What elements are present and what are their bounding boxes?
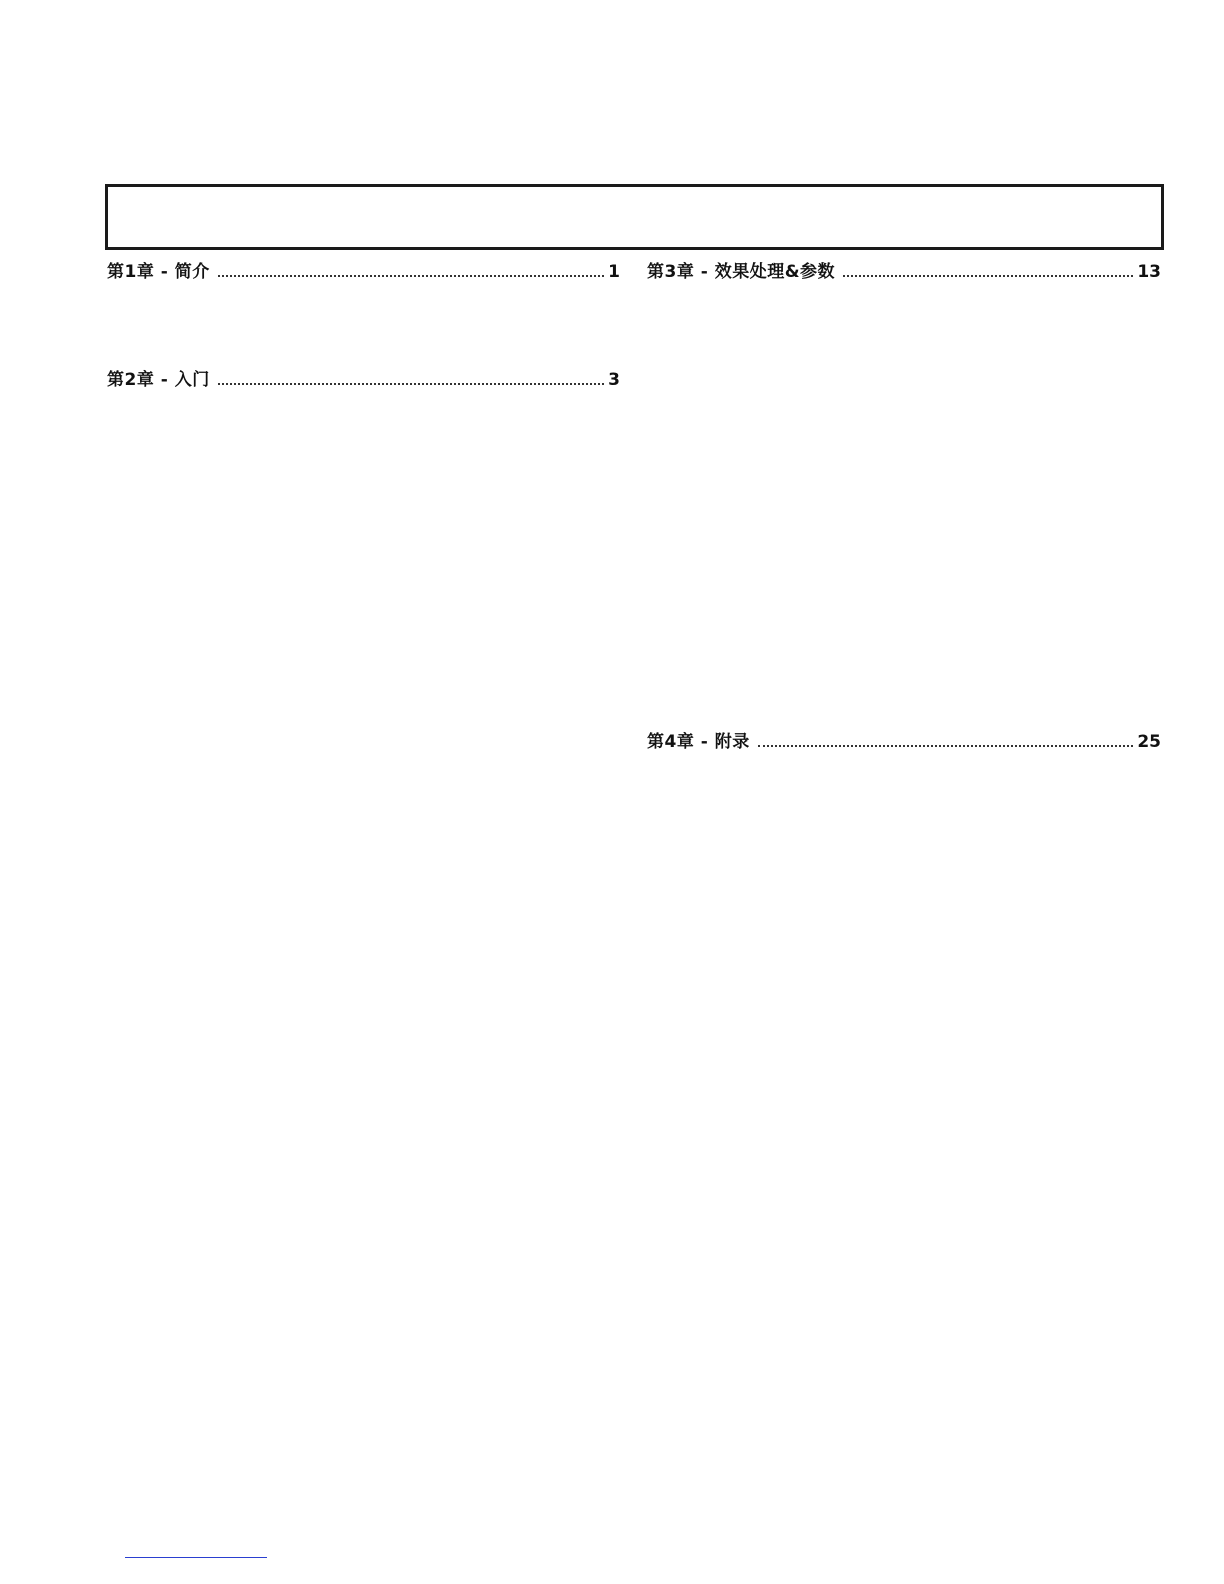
dot-leader — [758, 744, 1134, 747]
dot-leader — [218, 274, 604, 277]
dot-leader — [218, 382, 604, 385]
toc-entry-page: 13 — [1137, 262, 1161, 282]
toc-entry-chapter-3[interactable] — [647, 261, 1161, 283]
toc-entry-chapter-2[interactable] — [107, 369, 620, 391]
title-frame — [105, 184, 1164, 250]
toc-entry-label: 第2章 - 入门 — [107, 370, 210, 390]
dot-leader — [843, 274, 1133, 277]
toc-entry-label: 第4章 - 附录 — [647, 732, 750, 752]
toc-entry-page: 25 — [1137, 732, 1161, 752]
toc-entry-chapter-4[interactable] — [647, 731, 1161, 753]
toc-entry-page: 3 — [608, 370, 620, 390]
toc-entry-label: 第1章 - 简介 — [107, 262, 210, 282]
toc-entry-page: 1 — [608, 262, 620, 282]
toc-entry-label: 第3章 - 效果处理&参数 — [647, 262, 836, 282]
footnote-rule — [125, 1557, 267, 1558]
toc-entry-chapter-1[interactable] — [107, 261, 620, 283]
